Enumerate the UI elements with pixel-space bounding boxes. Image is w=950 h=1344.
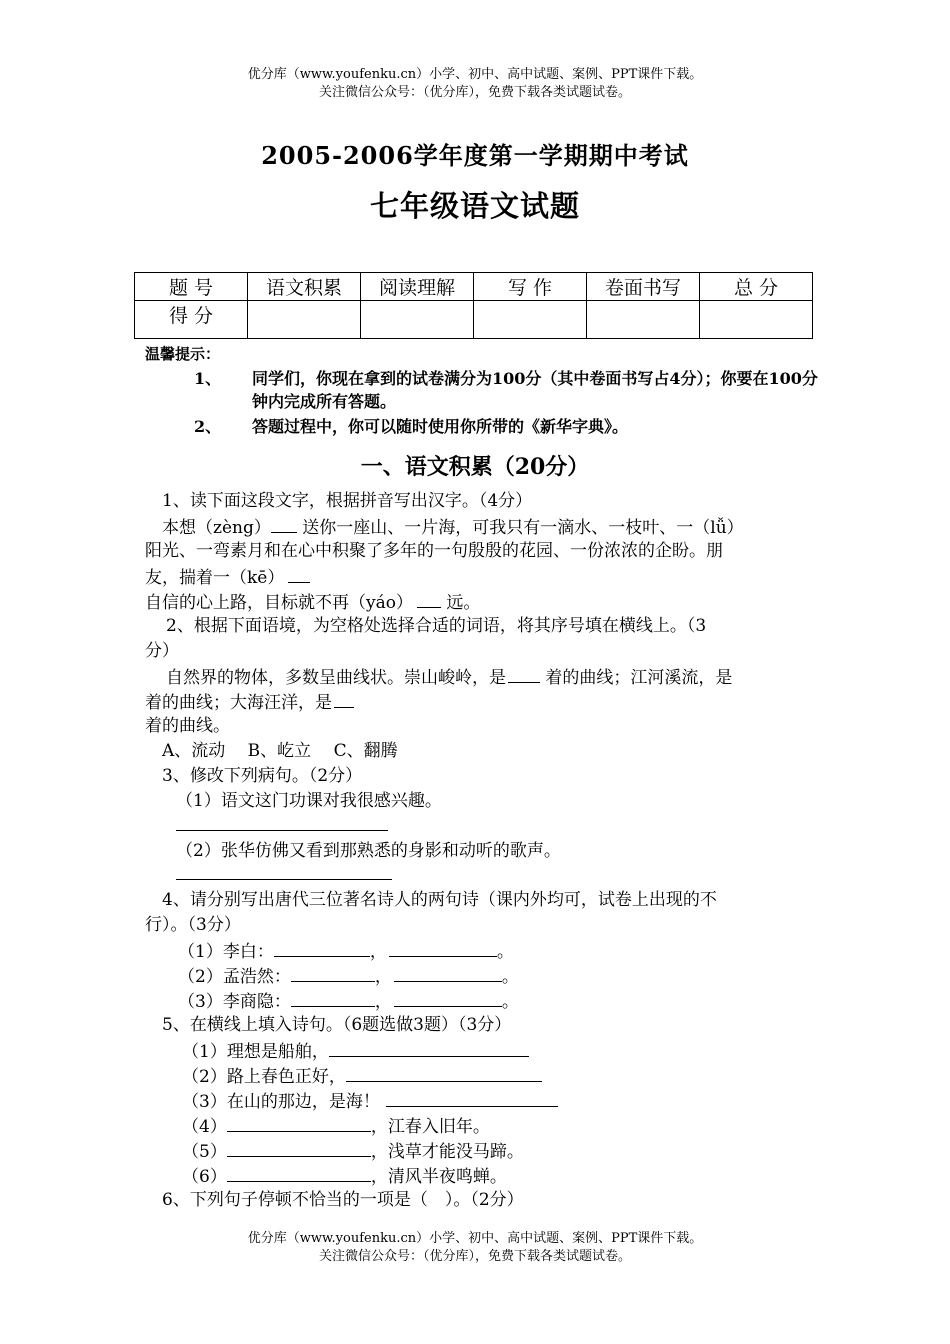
text-segment: 着的曲线；江河溪流，是 [545, 668, 733, 688]
text-segment: 。 [496, 942, 514, 962]
verse-number: （4） [182, 1117, 227, 1137]
text-segment: 远。 [446, 593, 481, 613]
exam-title: 2005-2006学年度第一学期期中考试 [261, 141, 689, 170]
score-table-header: 语文积累 [248, 273, 361, 301]
score-cell[interactable] [700, 301, 813, 339]
answer-blank[interactable] [417, 589, 441, 608]
answer-blank[interactable] [346, 1063, 542, 1082]
text-segment: 着的曲线；大海汪洋，是 [145, 693, 332, 713]
answer-blank[interactable] [274, 938, 370, 957]
score-table-row-label: 得 分 [135, 301, 248, 339]
answer-blank[interactable] [227, 1113, 371, 1132]
question-1-line-1 [162, 514, 827, 540]
text-segment: 友，揣着一（kē） [145, 568, 285, 588]
text-segment: 自然界的物体，多数呈曲线状。崇山峻岭，是 [166, 668, 506, 688]
answer-blank[interactable] [291, 988, 375, 1007]
score-table-header: 卷面书写 [587, 273, 700, 301]
page-footer-line-2: 关注微信公众号：（优分库），免费下载各类试题试卷。 [318, 1249, 631, 1264]
verse-suffix: ，江春入旧年。 [370, 1117, 490, 1137]
question-1-line-4 [145, 589, 810, 615]
answer-blank[interactable] [329, 1038, 529, 1057]
question-5-item-5 [182, 1138, 847, 1164]
question-4-stem-cont: 行）。（3分） [145, 915, 241, 935]
question-6-stem: 6、下列句子停顿不恰当的一项是（ ）。（2分） [162, 1190, 524, 1210]
question-5-item-2 [182, 1063, 847, 1089]
tips-label: 温馨提示： [145, 345, 221, 363]
score-table [134, 272, 813, 339]
score-table-header-row [135, 273, 813, 301]
text-segment: 本想（zèng） [162, 518, 271, 538]
poet-label: （2）孟浩然： [178, 967, 291, 987]
score-table-header: 阅读理解 [361, 273, 474, 301]
verse-suffix: ，浅草才能没马蹄。 [370, 1142, 524, 1162]
answer-line[interactable] [176, 879, 392, 880]
score-cell[interactable] [587, 301, 700, 339]
answer-blank[interactable] [227, 1138, 371, 1157]
question-1-stem: 1、读下面这段文字，根据拼音写出汉字。（4分） [162, 491, 533, 511]
verse-number: （6） [182, 1167, 227, 1187]
answer-blank[interactable] [271, 514, 297, 533]
text-segment: 。 [501, 967, 519, 987]
tip-item-1 [194, 367, 834, 413]
question-1-line-3 [145, 564, 810, 590]
text-segment: 自信的心上路，目标就不再（yáo） [145, 593, 413, 613]
tip-number: 1、 [194, 369, 222, 388]
verse-suffix: ，清风半夜鸣蝉。 [370, 1167, 507, 1187]
text-segment: 。 [501, 992, 519, 1012]
tip-item-2 [194, 415, 834, 439]
text-segment: ， [369, 942, 387, 962]
tip-text: 答题过程中，你可以随时使用你所带的《新华字典》。 [252, 417, 629, 436]
score-cell[interactable] [474, 301, 587, 339]
question-2-options: A、流动 B、屹立 C、翻腾 [162, 741, 398, 761]
answer-blank[interactable] [291, 963, 375, 982]
page-footer-line-1: 优分库（www.youfenku.cn）小学、初中、高中试题、案例、PPT课件下载。 [247, 1231, 703, 1246]
question-4-item-2 [178, 963, 843, 989]
question-2-stem: 2、根据下面语境，为空格处选择合适的词语，将其序号填在横线上。（3 [166, 616, 707, 636]
answer-blank[interactable] [389, 938, 497, 957]
verse-number: （5） [182, 1142, 227, 1162]
question-3-stem: 3、修改下列病句。（2分） [162, 766, 363, 786]
question-4-item-3 [178, 988, 843, 1014]
answer-blank[interactable] [334, 689, 354, 708]
score-table-header: 总 分 [700, 273, 813, 301]
question-3-sentence-1: （1）语文这门功课对我很感兴趣。 [176, 791, 442, 811]
tip-text: 同学们，你现在拿到的试卷满分为100分（其中卷面书写占4分）；你要在100分钟内完成所有答题。 [252, 369, 818, 411]
tip-number: 2、 [194, 417, 222, 436]
question-5-item-6 [182, 1163, 847, 1189]
verse-prefix: （1）理想是船舶， [182, 1042, 329, 1062]
verse-prefix: （3）在山的那边，是海！ [182, 1092, 380, 1112]
score-table-row [135, 301, 813, 339]
question-2-text-3: 着的曲线。 [145, 716, 230, 736]
exam-subtitle: 七年级语文试题 [369, 189, 580, 223]
score-table-header: 写 作 [474, 273, 587, 301]
score-cell[interactable] [361, 301, 474, 339]
page-header-line-2: 关注微信公众号：（优分库），免费下载各类试题试卷。 [318, 85, 631, 100]
question-2-text-2 [145, 689, 810, 715]
question-2-text-1 [166, 664, 831, 690]
text-segment: ， [374, 992, 392, 1012]
answer-blank[interactable] [394, 963, 502, 982]
question-1-line-2: 阳光、一弯素月和在心中积聚了多年的一句殷殷的花园、一份浓浓的企盼。朋 [145, 541, 723, 561]
answer-blank[interactable] [394, 988, 502, 1007]
answer-blank[interactable] [288, 564, 310, 583]
text-segment: 送你一座山、一片海，可我只有一滴水、一枝叶、一（lǚ） [302, 518, 744, 538]
question-4-item-1 [178, 938, 843, 964]
question-3-sentence-2: （2）张华仿佛又看到那熟悉的身影和动听的歌声。 [176, 841, 561, 861]
answer-line[interactable] [176, 830, 388, 831]
answer-blank[interactable] [508, 664, 540, 683]
section-title: 一、语文积累（20分） [360, 454, 590, 480]
question-5-item-3 [182, 1088, 847, 1114]
answer-blank[interactable] [227, 1163, 371, 1182]
score-cell[interactable] [248, 301, 361, 339]
question-5-item-4 [182, 1113, 847, 1139]
verse-prefix: （2）路上春色正好， [182, 1067, 346, 1087]
question-5-item-1 [182, 1038, 847, 1064]
answer-blank[interactable] [386, 1088, 558, 1107]
score-table-header: 题 号 [135, 273, 248, 301]
question-5-stem: 5、在横线上填入诗句。（6题选做3题）（3分） [162, 1015, 512, 1035]
question-4-stem: 4、请分别写出唐代三位著名诗人的两句诗（课内外均可，试卷上出现的不 [162, 890, 717, 910]
poet-label: （1）李白： [178, 942, 274, 962]
page-header-line-1: 优分库（www.youfenku.cn）小学、初中、高中试题、案例、PPT课件下载。 [247, 67, 703, 82]
question-2-stem-cont: 分） [145, 641, 179, 661]
poet-label: （3）李商隐： [178, 992, 291, 1012]
text-segment: ， [374, 967, 392, 987]
